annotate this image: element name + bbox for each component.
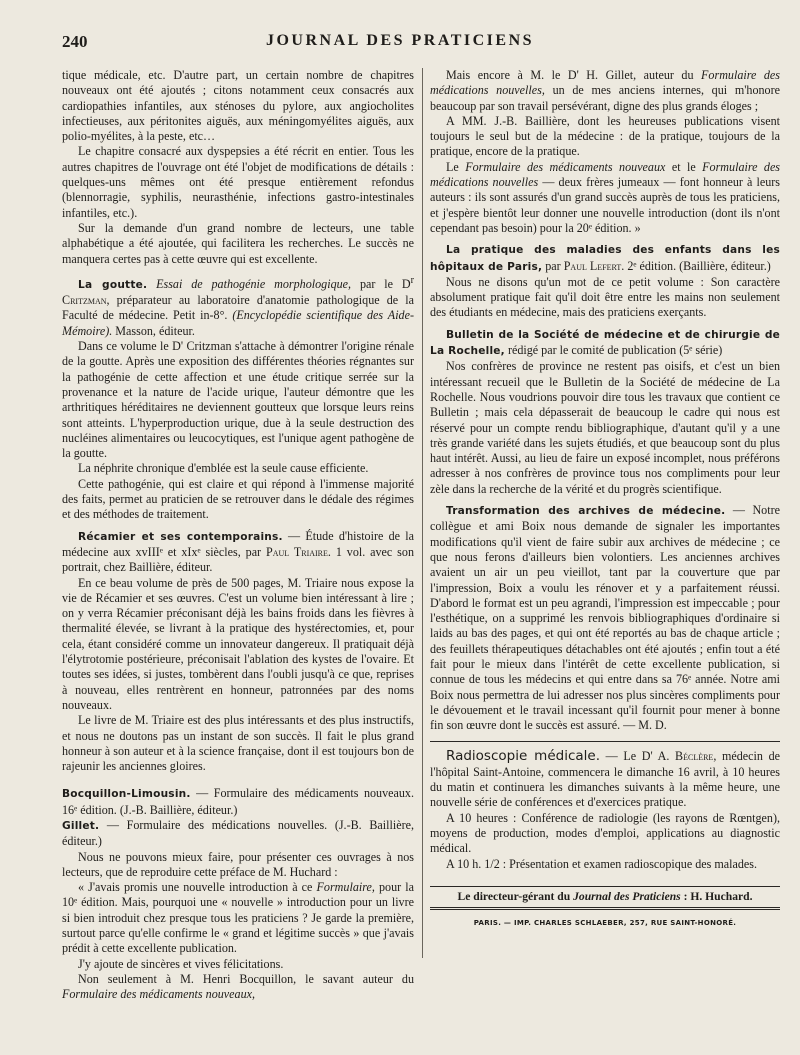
paragraph: Le livre de M. Triaire est des plus intéressants et des plus instructifs, et nous ne doutons pas un instant de son succès. Il fait le plus grand honneur à son auteur et à la science française, dont il est toujours bon de rajeunir les anciennes gloires. [62, 713, 414, 774]
paragraph: Le chapitre consacré aux dyspepsies a été récrit en entier. Tous les autres chapitres de l'ouvrage ont été l'objet de modifications de détails : quelques-uns mêmes ont été presque entièrement refondus (blennorragie, syphilis, neurasthénie, infections gastro-intestinales infantiles, etc.). [62, 144, 414, 220]
radioscopie-notice: Radioscopie médicale. — Le D' A. Béclère, médecin de l'hôpital Saint-Antoine, commencera le dimanche 16 avril, à 10 heures du matin et continuera les dimanches suivants à la même heure, une nouvelle série de conférences et d'exercices pratique. [430, 748, 780, 810]
column-divider [422, 68, 423, 958]
review-title: La goutte. [78, 278, 148, 291]
author-name: Paul Lefert. [563, 258, 625, 273]
paragraph: Nos confrères de province ne restent pas oisifs, et c'est un bien intéressant recueil que le Bulletin de la Société de médecine de La Rochelle. Nous voudrions pouvoir dire tous les travaux que contient ce Bulletin ; mais cela dépasserait de beaucoup le cadre qui nous est réservé pour un compte rendu bibliographique, d'autant qu'il y a une très grande variété dans les sujets étudiés, et que beaucoup sont du plus haut intérêt. Aussi, au lieu de faire un exposé incomplet, nous préférons adresser à nos confrères de province tous nos compliments pour leur zèle dans la recherche de la vérité et du progrès scientifique. [430, 359, 780, 496]
printer-imprint: PARIS. — IMP. CHARLES SCHLAEBER, 257, RUE SAINT-HONORÉ. [473, 919, 737, 928]
quote-paragraph: A MM. J.-B. Baillière, dont les heureuses publications visent toujours le seul but de la médecine : de la pratique, toujours de la pratique, encore de la pratique. [430, 113, 780, 159]
review-recamier: Récamier et ses contemporains. — Étude d'histoire de la médecine aux xvIIIᵉ et xIxᵉ siècles, par Paul Triaire. 1 vol. avec son portrait, chez Baillière, éditeur. [62, 528, 415, 575]
paragraph: tique médicale, etc. D'autre part, un certain nombre de chapitres nouveaux ont été ajoutés ; citons notamment ceux consacrés aux cardiopathies infantiles, aux sténoses du pylore, aux angiocholites infectieuses, aux péritonites aiguës, aux méningomyélites aiguës, aux polio-myélites, à la peste, etc… [62, 68, 414, 144]
paragraph: La néphrite chronique d'emblée est la seule cause efficiente. [78, 461, 369, 476]
review-title: La pratique des maladies des enfants dans les hôpitaux de Paris, [430, 244, 780, 273]
paragraph: Nous ne disons qu'un mot de ce petit volume : Son caractère absolument pratique fait qu'il doit être entre les mains non seulement des étudiants en médecine, mais des praticiens exerçants. [430, 274, 780, 320]
paragraph: En ce beau volume de près de 500 pages, M. Triaire nous expose la vie de Récamier et ses œuvres. C'est un volume bien intéressant à lire ; on y verra Récamier préconisant déjà les bains froids dans les fièvres à thermalité élevée, se livrant à la pratique des hystérectomies, et, pour cela, étant considéré comme un innovateur dangereux. Il pratiquait déjà l'élytrotomie postérieure, préconisait l'ablation des kystes de l'ovaire. Et toutes ses idées, si justes, tombèrent dans l'oubli jusqu'à ce que, reprises à nouveau, elles rentrèrent en honneur, patronnées par des noms nouveaux. [62, 575, 414, 712]
right-column [430, 68, 780, 931]
review-title: Transformation des archives de médecine. [446, 505, 726, 518]
quote-paragraph: J'y ajoute de sincères et vives félicitations. [78, 956, 284, 971]
quote-paragraph: « J'avais promis une nouvelle introduction à ce Formulaire, pour la 10ᵉ édition. Mais, pourquoi une « nouvelle » introduction pour un livre si bien introduit chez presque tous les praticiens ? Je garde la première, surtout parce qu'elle confirme le « grand et légitime succès » que j'avais prédit à cette excellente publication. [62, 880, 414, 956]
paragraph: Cette pathogénie, qui est claire et qui répond à l'immense majorité des faits, permet au praticien de se retrouver dans le dédale des régimes et des méthodes de traitement. [62, 476, 414, 522]
paragraph: A 10 heures : Conférence de radiologie (les rayons de Rœntgen), moyens de production, modes d'emploi, applications au diagnostic médical. [430, 810, 780, 856]
page-header [0, 32, 800, 58]
review-bocquillon: Bocquillon-Limousin. — Formulaire des médicaments nouveaux. 16ᵉ édition. (J.-B. Baillière, éditeur.) [62, 786, 414, 817]
section-rule [430, 741, 780, 742]
review-gillet: Gillet. — Formulaire des médications nouvelles. (J.-B. Baillière, éditeur.) [62, 817, 414, 849]
quote-paragraph: Non seulement à M. Henri Bocquillon, le savant auteur du Formulaire des médicaments nouveaux, [62, 971, 414, 1002]
review-title: Gillet. [62, 819, 100, 832]
director-signature: Le directeur-gérant du Journal des Praticiens : H. Huchard. [430, 886, 780, 910]
author-name: Paul Triaire. [266, 544, 331, 559]
paragraph: Sur la demande d'un grand nombre de lecteurs, une table alphabétique a été ajoutée, qui facilitera les recherches. Le succès ne manquera certes pas à cette œuvre qui est excellente. [62, 220, 414, 266]
review-bulletin: Bulletin de la Société de médecine et de chirurgie de La Rochelle, rédigé par le comité de publication (5ᵉ série) [430, 328, 780, 358]
paragraph: A 10 h. 1/2 : Présentation et examen radioscopique des malades. [446, 856, 758, 871]
notice-title: Radioscopie médicale. [446, 748, 600, 765]
review-title: Bocquillon-Limousin. [62, 788, 191, 801]
page-number: 240 [62, 32, 88, 51]
review-title: Bulletin de la Société de médecine et de chirurgie de La Rochelle, [430, 328, 780, 358]
review-archives: Transformation des archives de médecine. — Notre collègue et ami Boix nous demande de signaler les importantes modifications qu'il vient de faire subir aux archives de médecine ; ce que nous ferons d'ailleurs bien volontiers. Les anciennes archives avaient un air un peu vieillot, tant par la couverture que par l'impression, Boix a voulu les rénover et y a parfaitement réussi. D'abord le format est un peu agrandi, l'impression est impeccable ; pour l'esthétique, on a supprimé les renvois bibliographiques d'ordinaire si laids au bas des pages, et qui ont été reportés au bas de chaque article ; des feuillets thérapeutiques détachables ont été ajoutés ; enfin tout a été fait pour le mieux dans l'intérêt de cette excellente publication, si connue de tous les médecins et qui entre dans sa 76ᵉ année. Notre ami Boix nous permettra de lui adresser nos plus sincères compliments pour le dévouement et le travail incessant qu'il fournit pour mener à bonne fin son œuvre dont le succès est assuré. — M. D. [430, 503, 780, 733]
quote-paragraph: Mais encore à M. le D' H. Gillet, auteur du Formulaire des médications nouvelles, un de mes anciens internes, qui m'honore beaucoup par son travail persévérant, digne des plus grands éloges ; [430, 68, 781, 113]
author-name: Béclère, [675, 749, 717, 764]
running-title: JOURNAL DES PRATICIENS [265, 32, 535, 49]
review-title: Récamier et ses contemporains. [78, 530, 283, 543]
quote-paragraph: Le Formulaire des médicaments nouveaux et le Formulaire des médications nouvelles — deux frères jumeaux — font honneur à leurs auteurs : ils sont assurés d'un grand succès auprès de tous les praticiens, et j'espère bientôt leur donner une nouvelle introduction (dont ils n'ont cependant pas besoin) pour la 20ᵉ édition. » [430, 159, 781, 235]
left-column [62, 68, 414, 1003]
paragraph: Nous ne pouvons mieux faire, pour présenter ces ouvrages à nos lecteurs, que de reproduire cette préface de M. Huchard : [62, 849, 414, 879]
review-pratique: La pratique des maladies des enfants dans les hôpitaux de Paris, par Paul Lefert. 2ᵉ édition. (Baillière, éditeur.) [430, 244, 780, 273]
review-goutte: La goutte. Essai de pathogénie morphologique, par le $D^r$ Critzman, préparateur au laboratoire d'anatomie pathologique de la Faculté de médecine. Petit in-8°. (Encyclopédie scientifique des Aide-Mémoire). Masson, éditeur. [62, 274, 414, 338]
paragraph: Dans ce volume le D' Critzman s'attache à démontrer l'origine rénale de la goutte. Après une exposition des différentes théories régnantes sur la pathogénie de cette affection et une étude critique serrée sur la provenance et la nature de l'acide urique, l'auteur démontre que les arthritiques héréditaires ne deviennent goutteux que lorsque leurs reins sont atteints. L'hyperproduction urique, due à la seule destruction des nucléines alimentaires ou leucocytiques, est l'unique agent pathogène de la goutte. [62, 339, 414, 461]
author-name: Critzman, [62, 293, 110, 308]
